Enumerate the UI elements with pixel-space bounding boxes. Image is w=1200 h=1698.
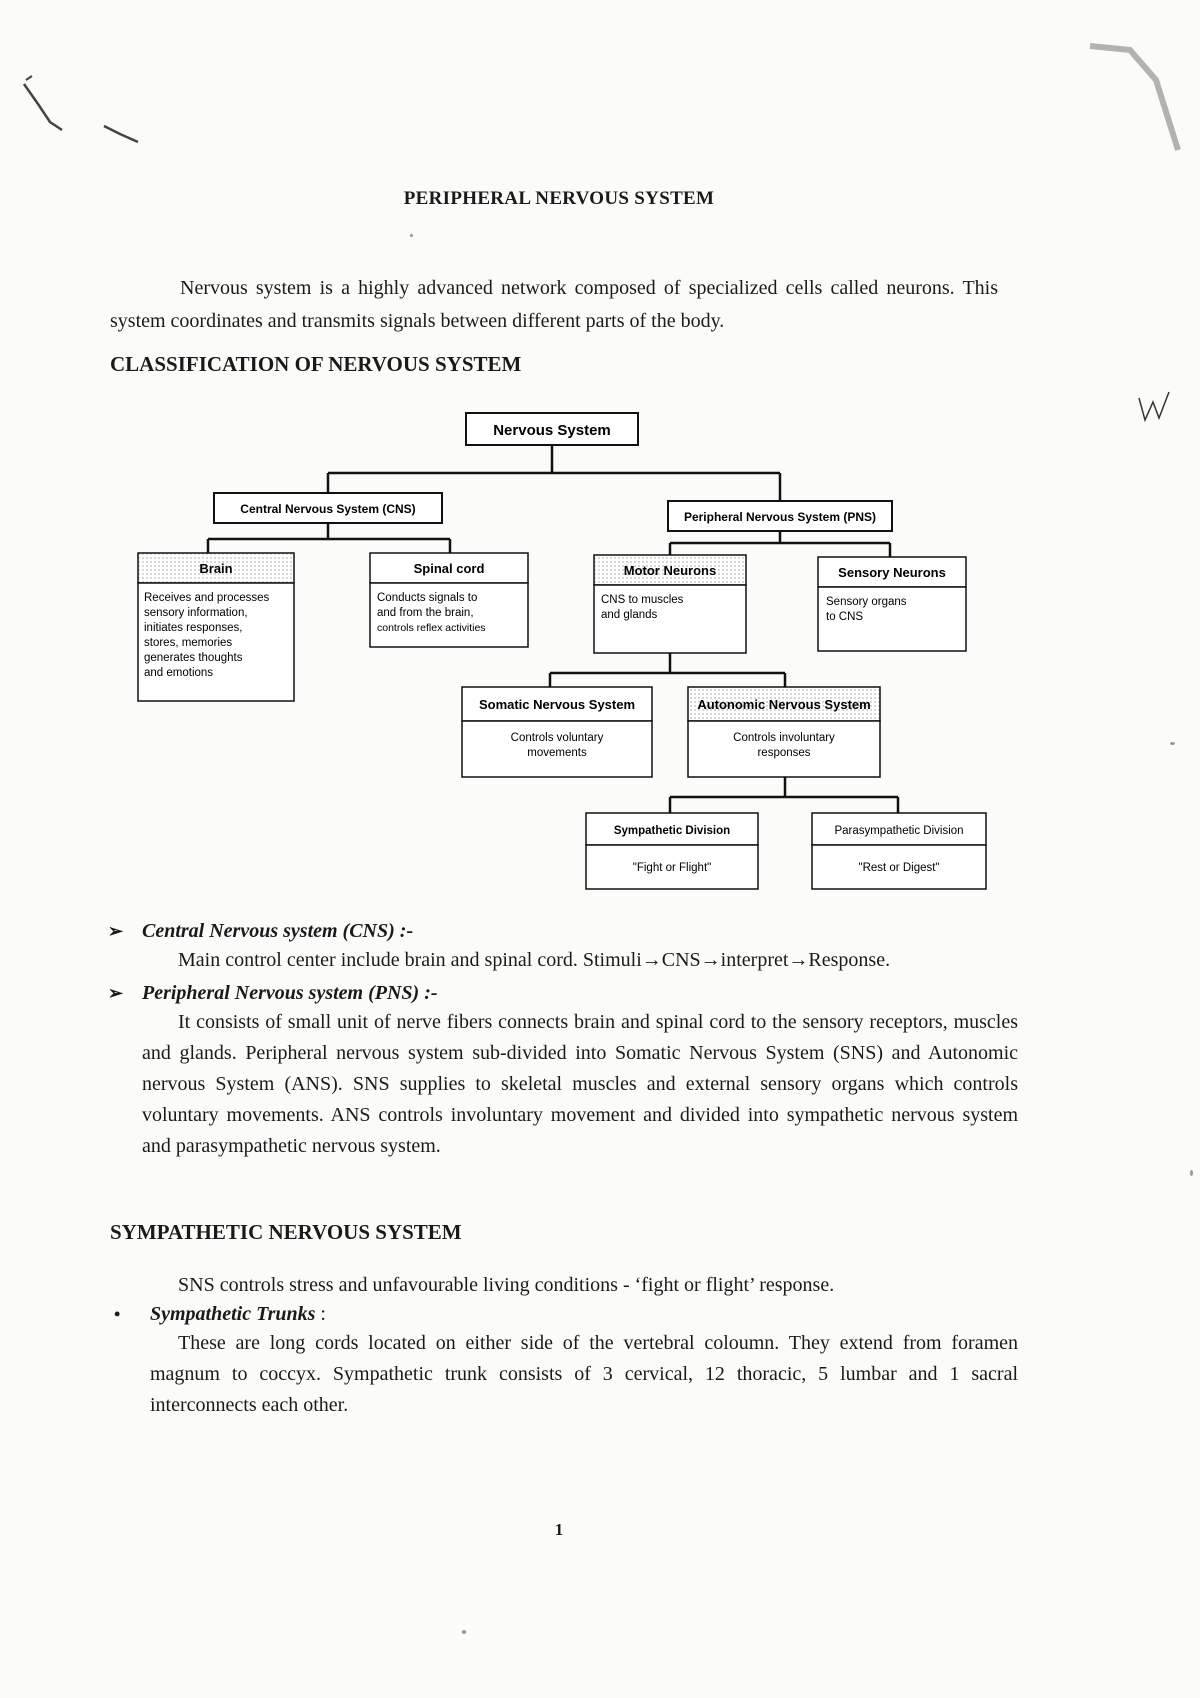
node-parasympathetic-division-line: "Rest or Digest" xyxy=(858,862,940,874)
node-motor-neurons-line: CNS to muscles xyxy=(601,594,684,606)
node-pns-label: Peripheral Nervous System (PNS) xyxy=(683,510,877,524)
node-autonomic-line: responses xyxy=(757,747,811,759)
page-number: 1 xyxy=(554,1520,564,1539)
scan-speck xyxy=(1190,1170,1193,1176)
trunks-text: These are long cords located on either side of the vertebral coloumn. They extend from foramen magnum to coccyx. Sympathetic trunk consists of 3 cervical, 12 thoracic, 5 lumbar and 1 sacral interconnects each other. xyxy=(150,1332,1018,1416)
node-brain-line: initiates responses, xyxy=(144,622,243,634)
node-motor-neurons xyxy=(594,555,746,653)
node-nervous-system-label: Nervous System xyxy=(493,422,611,439)
trunks-heading: Sympathetic Trunks xyxy=(150,1303,316,1325)
node-sensory-neurons xyxy=(818,557,966,651)
sympathetic-section xyxy=(108,1270,1018,1421)
node-autonomic xyxy=(688,687,880,777)
scan-speck xyxy=(1170,742,1175,745)
node-brain-line: sensory information, xyxy=(144,607,248,619)
node-sensory-neurons-title: Sensory Neurons xyxy=(838,565,946,580)
node-spinal-cord xyxy=(370,553,528,647)
node-motor-neurons-line: and glands xyxy=(601,609,658,621)
node-somatic-title: Somatic Nervous System xyxy=(478,697,636,712)
node-parasympathetic-division xyxy=(812,813,986,889)
cns-text: Main control center include brain and spinal cord. Stimuli→CNS→interpret→Response. xyxy=(178,949,891,971)
sympathetic-heading: SYMPATHETIC NERVOUS SYSTEM xyxy=(110,1220,462,1244)
node-sympathetic-division xyxy=(586,813,758,889)
scan-smudge-top-left xyxy=(18,70,158,160)
node-cns xyxy=(214,493,442,523)
node-motor-neurons-title: Motor Neurons xyxy=(623,563,717,578)
arrow-bullet-icon: ➢ xyxy=(108,983,124,1003)
scan-smudge-top-right xyxy=(1060,40,1200,160)
pns-heading: Peripheral Nervous system (PNS) :- xyxy=(142,982,438,1004)
pns-section xyxy=(108,982,1018,1162)
node-sensory-neurons-line: to CNS xyxy=(826,611,864,623)
node-brain xyxy=(138,553,294,701)
node-autonomic-title: Autonomic Nervous System xyxy=(697,697,871,712)
node-parasympathetic-division-title: Parasympathetic Division xyxy=(834,825,964,837)
round-bullet-icon: • xyxy=(114,1304,121,1324)
node-pns xyxy=(668,501,892,531)
classification-heading: CLASSIFICATION OF NERVOUS SYSTEM xyxy=(110,352,522,376)
node-brain-line: generates thoughts xyxy=(144,652,243,664)
pen-mark-right-margin xyxy=(1135,388,1175,428)
node-cns-label: Central Nervous System (CNS) xyxy=(240,502,416,516)
node-brain-line: and emotions xyxy=(144,667,214,679)
sympathetic-text: SNS controls stress and unfavourable living conditions - ‘fight or flight’ response. xyxy=(178,1274,835,1296)
node-somatic-line: movements xyxy=(527,747,587,759)
arrow-bullet-icon: ➢ xyxy=(108,921,124,941)
trunks-colon: : xyxy=(320,1303,326,1325)
scan-speck xyxy=(462,1630,466,1634)
node-somatic-line: Controls voluntary xyxy=(510,732,604,744)
node-brain-line: Receives and processes xyxy=(144,592,270,604)
node-nervous-system xyxy=(466,413,638,445)
node-sympathetic-division-line: "Fight or Flight" xyxy=(632,862,712,874)
node-spinal-cord-line: controls reflex activities xyxy=(377,622,486,634)
node-spinal-cord-title: Spinal cord xyxy=(413,561,485,576)
page-title: PERIPHERAL NERVOUS SYSTEM xyxy=(403,188,715,209)
node-brain-title: Brain xyxy=(199,561,233,576)
node-sensory-neurons-line: Sensory organs xyxy=(826,596,907,608)
node-spinal-cord-line: and from the brain, xyxy=(377,607,474,619)
cns-section xyxy=(108,920,1018,976)
node-sympathetic-division-title: Sympathetic Division xyxy=(613,825,731,837)
node-spinal-cord-line: Conducts signals to xyxy=(377,592,478,604)
node-somatic xyxy=(462,687,652,777)
pns-text: It consists of small unit of nerve fibers connects brain and spinal cord to the sensory receptors, muscles and glands. Peripheral nervous system sub-divided into Somatic Nervous System (SNS) and Autonomic nervous System (ANS). SNS supplies to skeletal muscles and external sensory organs which controls voluntary movements. ANS controls involuntary movement and divided into sympathetic nervous system and parasympathetic nervous system. xyxy=(142,1011,1018,1157)
node-autonomic-line: Controls involuntary xyxy=(733,732,835,744)
intro-paragraph: Nervous system is a highly advanced network composed of specialized cells called neurons. This system coordinates and transmits signals between different parts of the body. xyxy=(110,277,998,332)
nervous-system-classification-diagram xyxy=(130,405,1000,895)
node-brain-line: stores, memories xyxy=(144,637,233,649)
scan-speck xyxy=(410,234,413,237)
cns-heading: Central Nervous system (CNS) :- xyxy=(142,920,414,942)
